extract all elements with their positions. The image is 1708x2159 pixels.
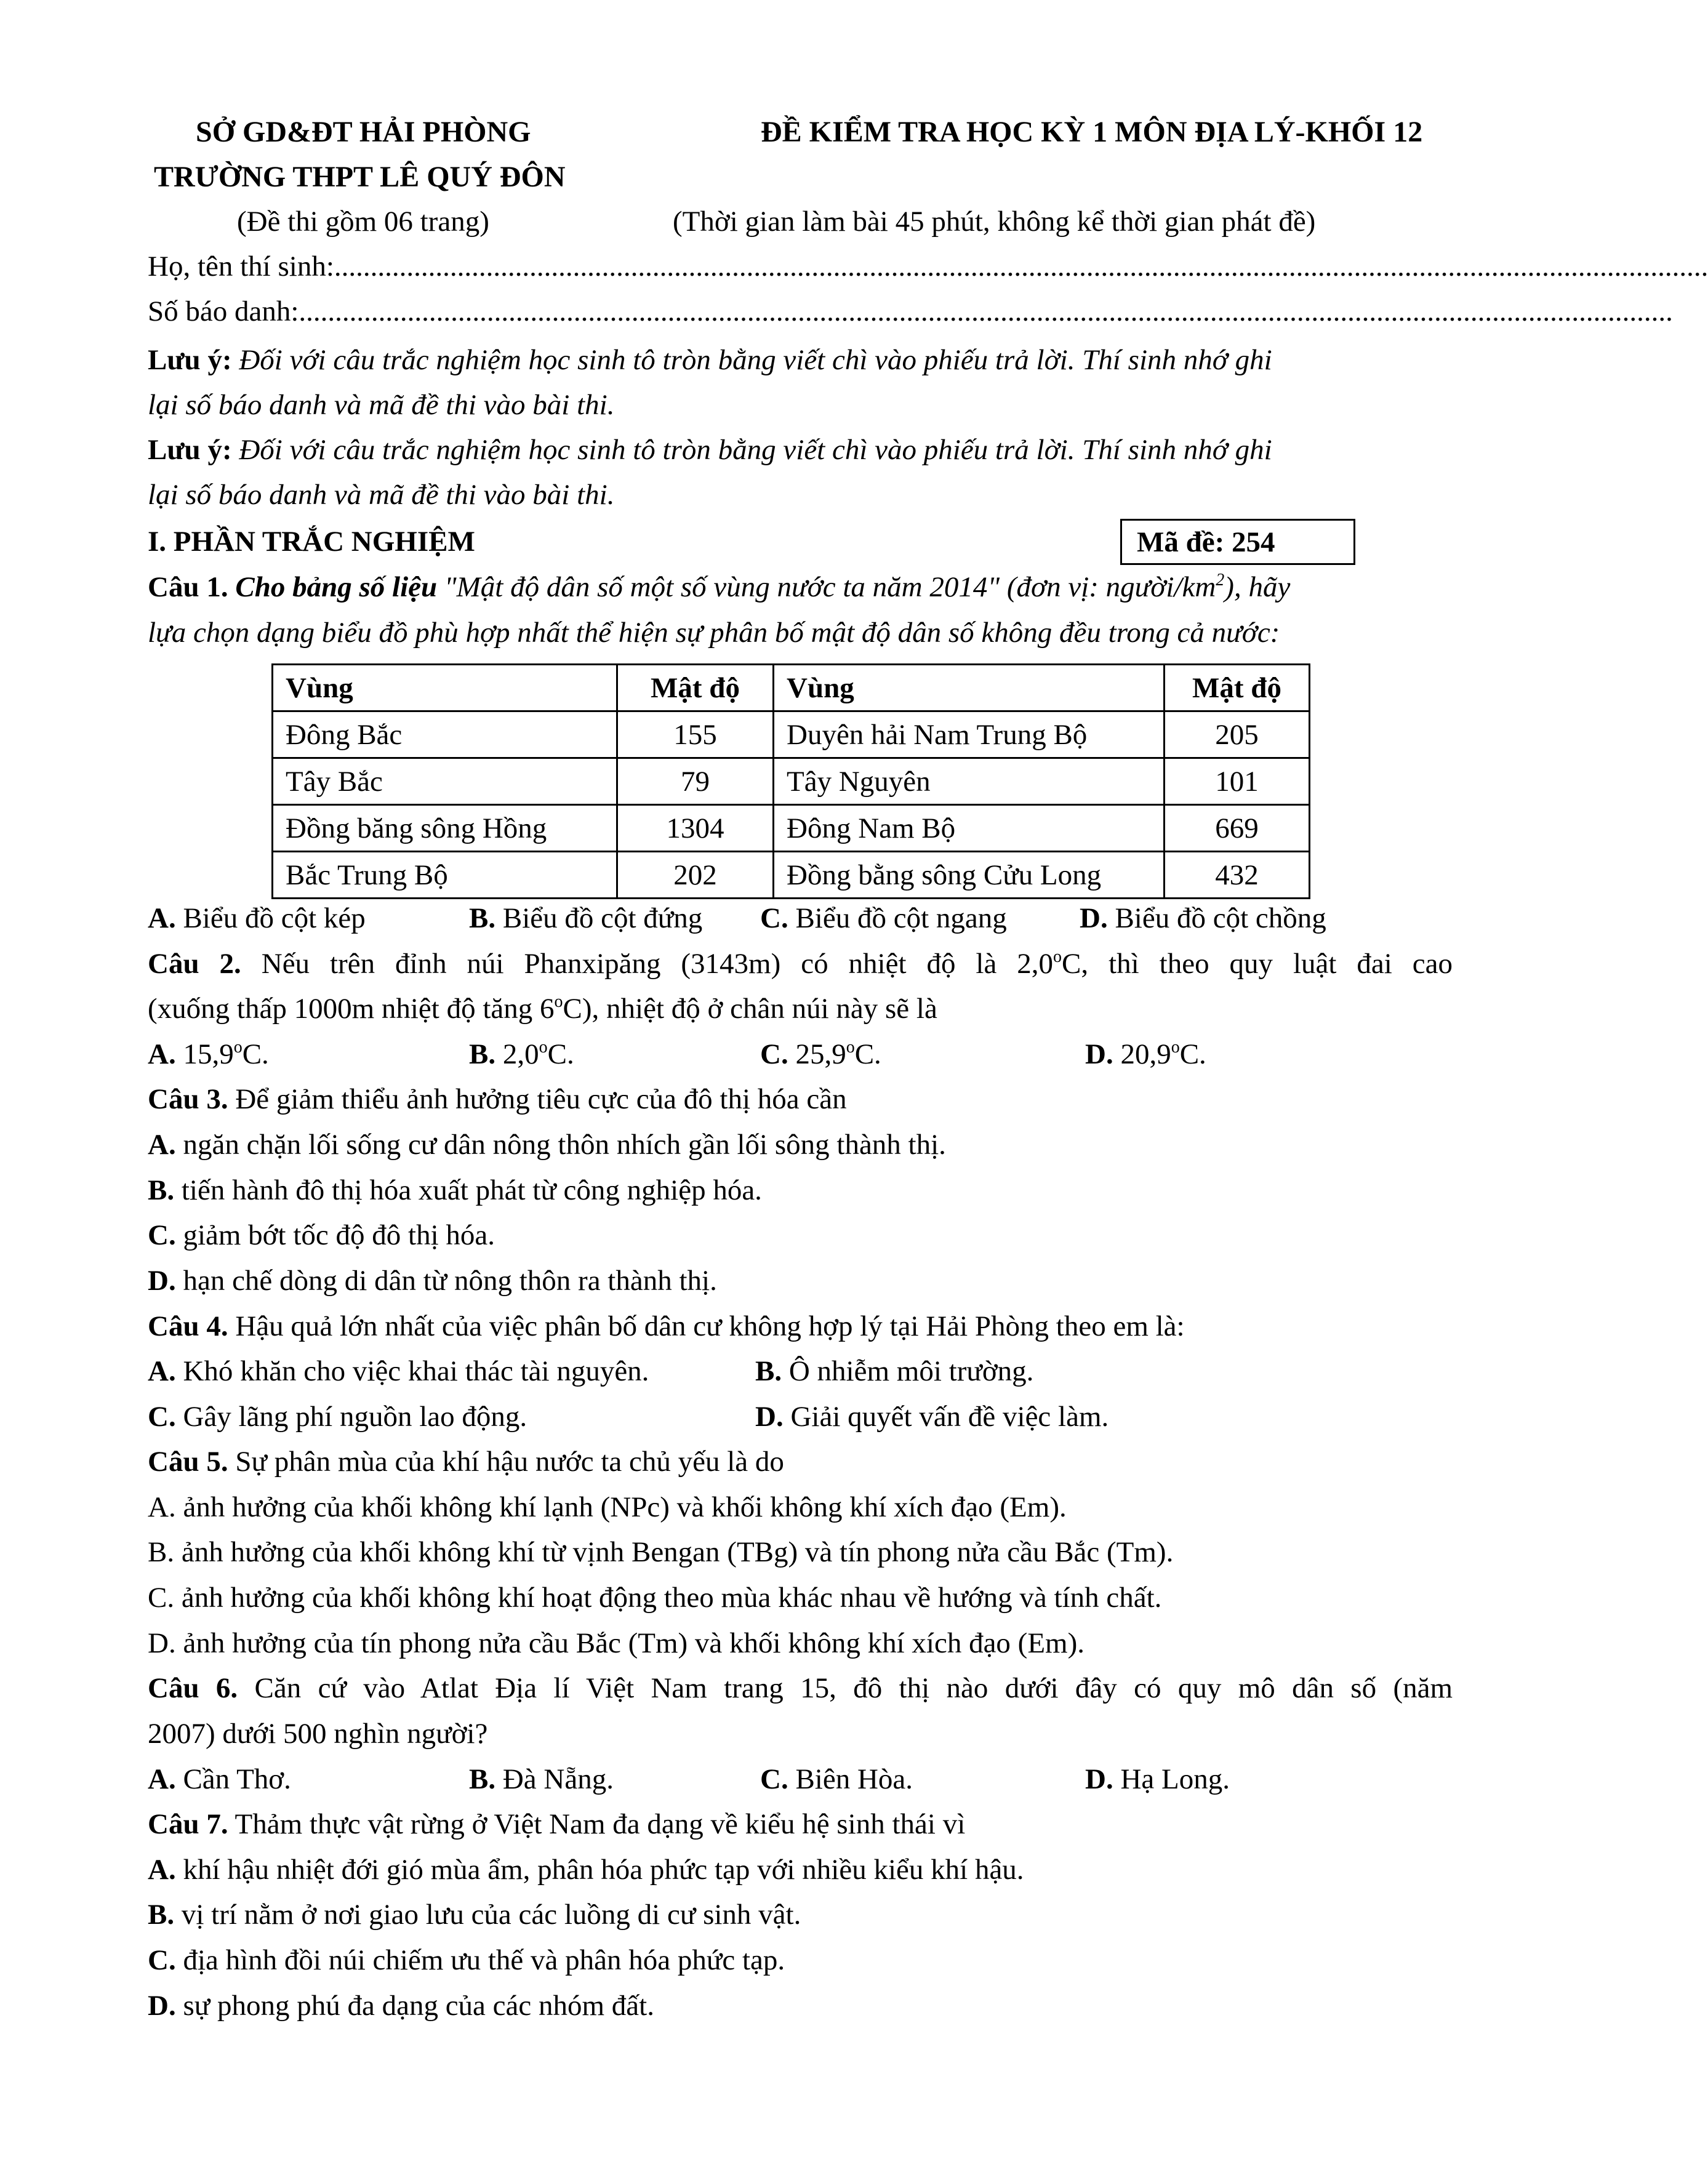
question-label: Câu 3.: [148, 1083, 228, 1115]
question-6-cont: 2007) dưới 500 nghìn người?: [148, 1718, 488, 1750]
column-header: Vùng: [774, 665, 1165, 711]
question-4: [148, 1308, 1453, 1345]
option-b[interactable]: [755, 1353, 1033, 1390]
option-text: ngăn chặn lối sống cư dân nông thôn nhích gần lối sông thành thị.: [183, 1129, 946, 1161]
option-letter: B.: [148, 1536, 175, 1568]
table-cell: Duyên hải Nam Trung Bộ: [774, 711, 1165, 758]
option-b[interactable]: [469, 1761, 614, 1798]
exam-title: ĐỀ KIỂM TRA HỌC KỲ 1 MÔN ĐỊA LÝ-KHỐI 12: [761, 116, 1423, 148]
option-c[interactable]: [148, 1398, 527, 1435]
section-title: I. PHẦN TRẮC NGHIỆM: [148, 526, 475, 558]
option-text: Biểu đồ cột kép: [183, 902, 366, 934]
table-cell: Bắc Trung Bộ: [273, 852, 617, 899]
question-7: [148, 1806, 1453, 1843]
option-text: 15,9: [183, 1038, 234, 1070]
table-cell: 155: [617, 711, 774, 758]
option-letter: A.: [148, 1038, 176, 1070]
option-text: vị trí nằm ở nơi giao lưu của các luồng di cư sinh vật.: [181, 1899, 801, 1931]
table-cell: 669: [1165, 805, 1310, 852]
question-text: Căn cứ vào Atlat Địa lí Việt Nam trang 15, đô thị nào dưới đây có quy mô dân số (năm: [254, 1672, 1453, 1704]
option-text: tiến hành đô thị hóa xuất phát từ công nghiệp hóa.: [181, 1174, 762, 1206]
candidate-name-label: Họ, tên thí sinh:: [148, 250, 334, 282]
note-2-cont: lại số báo danh và mã đề thi vào bài thi.: [148, 479, 615, 511]
option-text: C.: [1179, 1038, 1206, 1070]
option-text: Biểu đồ cột chồng: [1115, 902, 1326, 934]
option-text: ảnh hưởng của khối không khí từ vịnh Bengan (TBg) và tín phong nửa cầu Bắc (Tm).: [181, 1536, 1174, 1568]
question-2-cont: [148, 990, 1453, 1027]
question-1-cont: lựa chọn dạng biểu đồ phù hợp nhất thể hiện sự phân bố mật độ dân số không đều trong cả nước:: [148, 617, 1280, 649]
option-a[interactable]: [148, 1353, 649, 1390]
population-density-table: [271, 663, 1310, 899]
option-letter: A.: [148, 1491, 176, 1523]
option-text: 2,0: [502, 1038, 539, 1070]
question-text: ), hãy: [1224, 571, 1291, 603]
option-text: địa hình đồi núi chiếm ưu thế và phân hóa phức tạp.: [183, 1944, 785, 1976]
option-letter: A.: [148, 1355, 176, 1387]
option-text: Gây lãng phí nguồn lao động.: [183, 1401, 527, 1433]
option-c[interactable]: [148, 1579, 1453, 1616]
option-text: ảnh hưởng của khối không khí lạnh (NPc) và khối không khí xích đạo (Em).: [183, 1491, 1067, 1523]
option-text: Cần Thơ.: [183, 1763, 291, 1795]
option-text: khí hậu nhiệt đới gió mùa ẩm, phân hóa phức tạp với nhiều kiểu khí hậu.: [183, 1854, 1024, 1886]
option-letter: D.: [1080, 902, 1108, 934]
option-text: Biểu đồ cột ngang: [795, 902, 1007, 934]
option-text: Ô nhiễm môi trường.: [788, 1355, 1034, 1387]
table-cell: Đông Bắc: [273, 711, 617, 758]
option-d[interactable]: [755, 1398, 1109, 1435]
note-label: Lưu ý:: [148, 434, 232, 466]
option-letter: C.: [760, 902, 788, 934]
option-b[interactable]: [148, 1896, 1453, 1933]
note-1-cont: lại số báo danh và mã đề thi vào bài thi.: [148, 389, 615, 421]
question-label: Câu 4.: [148, 1310, 228, 1342]
option-letter: A.: [148, 1129, 176, 1161]
option-letter: C.: [148, 1944, 176, 1976]
option-text: giảm bớt tốc độ đô thị hóa.: [183, 1219, 495, 1251]
table-cell: 202: [617, 852, 774, 899]
question-text: C), nhiệt độ ở chân núi này sẽ là: [563, 993, 937, 1025]
question-label: Câu 7.: [148, 1808, 228, 1840]
option-letter: B.: [148, 1174, 175, 1206]
question-label: Câu 6.: [148, 1672, 238, 1704]
option-letter: D.: [755, 1401, 784, 1433]
option-d[interactable]: [1080, 900, 1326, 937]
school-name: TRƯỜNG THPT LÊ QUÝ ĐÔN: [154, 161, 566, 193]
superscript: o: [233, 1038, 243, 1057]
option-text: 25,9: [795, 1038, 846, 1070]
note-2: [148, 431, 1453, 468]
option-letter: B.: [755, 1355, 782, 1387]
table-cell: Tây Bắc: [273, 758, 617, 805]
superscript: 2: [1216, 571, 1225, 590]
question-text: "Mật độ dân số một số vùng nước ta năm 2014" (đơn vị: người/km: [444, 571, 1216, 603]
question-text: Hậu quả lớn nhất của việc phân bố dân cư không hợp lý tại Hải Phòng theo em là:: [235, 1310, 1185, 1342]
column-header: Mật độ: [1165, 665, 1310, 711]
option-c[interactable]: [760, 1761, 913, 1798]
option-d[interactable]: [148, 1625, 1453, 1662]
option-d[interactable]: [1085, 1761, 1230, 1798]
option-letter: A.: [148, 1854, 176, 1886]
table-cell: 1304: [617, 805, 774, 852]
option-letter: D.: [148, 1990, 176, 2022]
option-letter: B.: [469, 1763, 496, 1795]
option-d[interactable]: [148, 1262, 1453, 1299]
option-b[interactable]: [148, 1172, 1453, 1209]
option-letter: C.: [148, 1219, 176, 1251]
option-c[interactable]: [760, 900, 1007, 937]
option-c[interactable]: [148, 1942, 1453, 1979]
candidate-name-field[interactable]: [148, 248, 1708, 285]
option-letter: C.: [148, 1582, 175, 1614]
table-cell: 79: [617, 758, 774, 805]
option-a[interactable]: [148, 1036, 269, 1073]
table-cell: Đông Nam Bộ: [774, 805, 1165, 852]
option-text: sự phong phú đa dạng của các nhóm đất.: [183, 1990, 654, 2022]
question-1: [148, 569, 1453, 606]
option-letter: D.: [148, 1265, 176, 1297]
option-text: Biên Hòa.: [795, 1763, 913, 1795]
option-a[interactable]: [148, 1489, 1453, 1526]
option-letter: D.: [1085, 1038, 1113, 1070]
option-a[interactable]: [148, 1126, 1453, 1163]
option-text: Khó khăn cho việc khai thác tài nguyên.: [183, 1355, 649, 1387]
option-letter: D.: [148, 1627, 176, 1659]
column-header: Vùng: [273, 665, 617, 711]
question-label: Câu 5.: [148, 1446, 228, 1478]
option-text: ảnh hưởng của tín phong nửa cầu Bắc (Tm) và khối không khí xích đạo (Em).: [183, 1627, 1085, 1659]
option-text: 20,9: [1120, 1038, 1171, 1070]
table-cell: Đồng bằng sông Cửu Long: [774, 852, 1165, 899]
question-text: Để giảm thiểu ảnh hưởng tiêu cực của đô thị hóa cần: [235, 1083, 847, 1115]
dotted-line: ..............................................................................................................................................................................................: [334, 250, 1708, 282]
note-text: Đối với câu trắc nghiệm học sinh tô tròn bằng viết chì vào phiếu trả lời. Thí sinh nhớ ghi: [239, 344, 1272, 376]
option-letter: B.: [469, 902, 496, 934]
option-letter: C.: [760, 1763, 788, 1795]
question-text: C, thì theo quy luật đai cao: [1062, 948, 1453, 980]
option-letter: A.: [148, 1763, 176, 1795]
option-letter: B.: [469, 1038, 496, 1070]
table-cell: Đồng băng sông Hồng: [273, 805, 617, 852]
option-text: ảnh hưởng của khối không khí hoạt động theo mùa khác nhau về hướng và tính chất.: [181, 1582, 1162, 1614]
option-text: Giải quyết vấn đề việc làm.: [790, 1401, 1109, 1433]
question-2: [148, 945, 1453, 982]
option-text: C.: [854, 1038, 881, 1070]
question-text: Sự phân mùa của khí hậu nước ta chủ yếu là do: [235, 1446, 784, 1478]
table-row: [273, 852, 1310, 899]
table-header-row: [273, 665, 1310, 711]
option-a[interactable]: [148, 1851, 1453, 1888]
column-header: Mật độ: [617, 665, 774, 711]
question-text: Cho bảng số liệu: [235, 571, 438, 603]
time-note: (Thời gian làm bài 45 phút, không kể thời gian phát đề): [673, 206, 1316, 238]
exam-code-box: Mã đề: 254: [1120, 519, 1355, 565]
table-cell: Tây Nguyên: [774, 758, 1165, 805]
option-letter: A.: [148, 902, 176, 934]
option-letter: D.: [1085, 1763, 1113, 1795]
question-label: Câu 1.: [148, 571, 228, 603]
question-text: (xuống thấp 1000m nhiệt độ tăng 6: [148, 993, 555, 1025]
superscript: o: [1171, 1038, 1180, 1057]
note-label: Lưu ý:: [148, 344, 232, 376]
option-letter: C.: [148, 1401, 176, 1433]
question-label: Câu 2.: [148, 948, 241, 980]
option-a[interactable]: [148, 1761, 291, 1798]
candidate-id-label: Số báo danh:: [148, 295, 299, 327]
option-b[interactable]: [469, 900, 702, 937]
option-text: hạn chế dòng di dân từ nông thôn ra thành thị.: [183, 1265, 717, 1297]
option-c[interactable]: [148, 1217, 1453, 1254]
superscript: o: [539, 1038, 548, 1057]
page-count-note: (Đề thi gồm 06 trang): [237, 206, 489, 238]
note-1: [148, 342, 1453, 379]
table-row: [273, 805, 1310, 852]
option-c[interactable]: [760, 1036, 881, 1073]
option-text: Đà Nẵng.: [502, 1763, 614, 1795]
question-text: Nếu trên đỉnh núi Phanxipăng (3143m) có nhiệt độ là 2,0: [261, 948, 1054, 980]
question-text: Thảm thực vật rừng ở Việt Nam đa dạng về kiểu hệ sinh thái vì: [235, 1808, 966, 1840]
question-3: [148, 1081, 1453, 1118]
option-text: C.: [547, 1038, 574, 1070]
option-b[interactable]: [469, 1036, 574, 1073]
option-letter: B.: [148, 1899, 175, 1931]
table-row: [273, 711, 1310, 758]
option-text: C.: [242, 1038, 269, 1070]
table-cell: 432: [1165, 852, 1310, 899]
dept-name: SỞ GD&ĐT HẢI PHÒNG: [196, 116, 531, 148]
dotted-line: ..............................................................................................................................................................................................: [299, 295, 1673, 327]
question-5: [148, 1443, 1453, 1480]
option-d[interactable]: [148, 1987, 1453, 2024]
option-a[interactable]: [148, 900, 366, 937]
superscript: o: [846, 1038, 855, 1057]
question-6: [148, 1670, 1453, 1707]
table-cell: 205: [1165, 711, 1310, 758]
table-cell: 101: [1165, 758, 1310, 805]
note-text: Đối với câu trắc nghiệm học sinh tô tròn bằng viết chì vào phiếu trả lời. Thí sinh nhớ ghi: [239, 434, 1272, 466]
superscript: o: [1053, 947, 1062, 966]
option-b[interactable]: [148, 1534, 1453, 1571]
candidate-id-field[interactable]: [148, 293, 1673, 330]
option-d[interactable]: [1085, 1036, 1206, 1073]
option-text: Biểu đồ cột đứng: [502, 902, 703, 934]
superscript: o: [554, 992, 563, 1011]
option-letter: C.: [760, 1038, 788, 1070]
table-row: [273, 758, 1310, 805]
option-text: Hạ Long.: [1120, 1763, 1230, 1795]
